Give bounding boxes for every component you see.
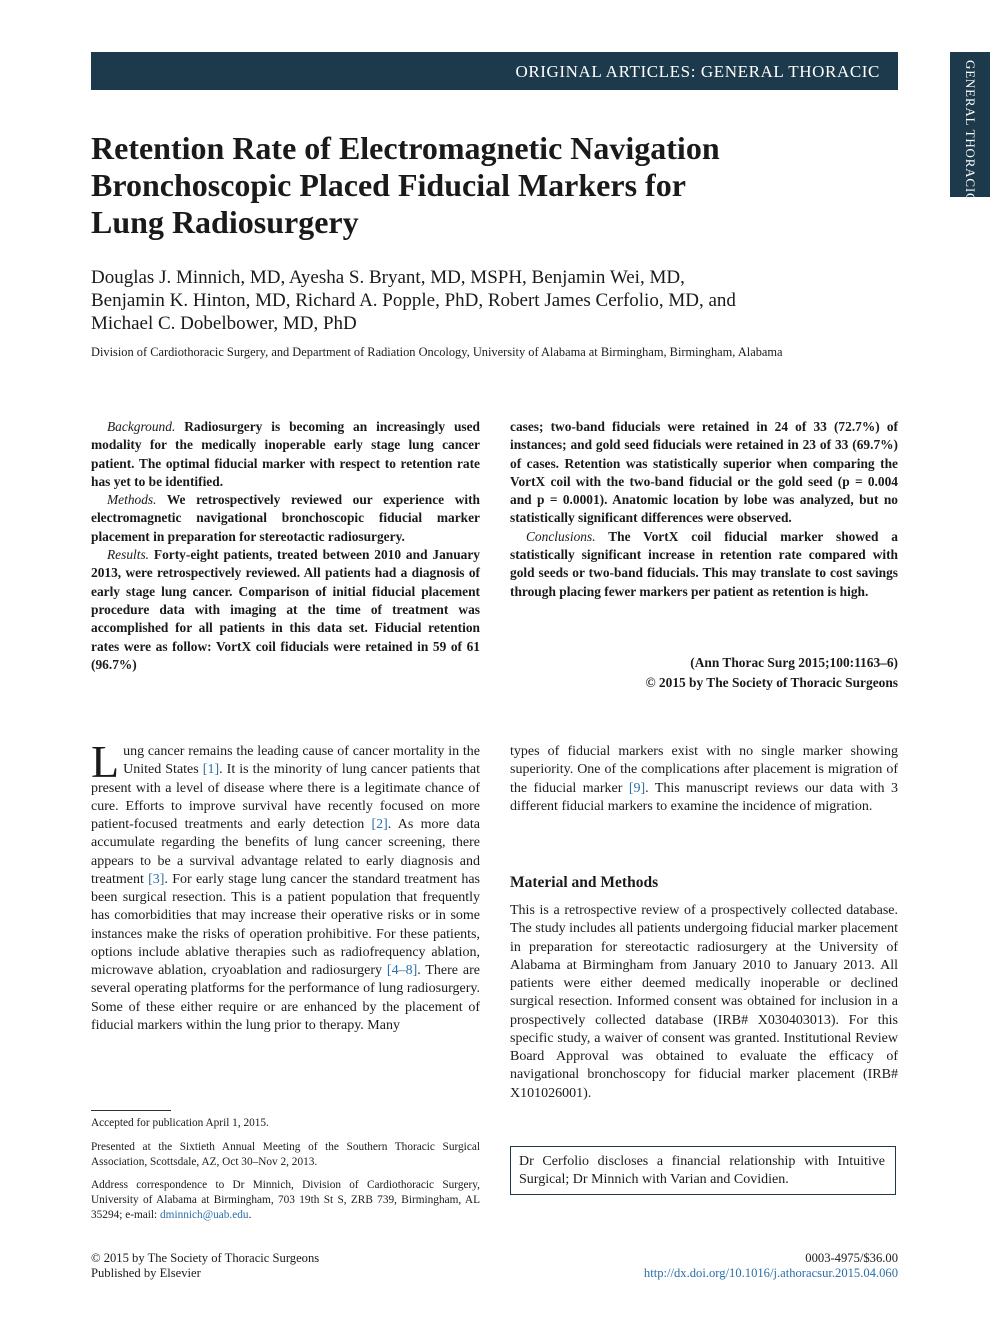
section-banner — [91, 52, 898, 90]
side-tab — [950, 52, 990, 203]
footer-publisher: Published by Elsevier — [91, 1266, 201, 1280]
intro-text: types of fiducial markers exist with no single marker showing superiority. One of the complications after placement is migration of the fiducial marker — [510, 744, 898, 796]
conclusions-text: The VortX coil fiducial marker showed a statistically significant increase in retention rate compared with gold seeds or two-band fiducials. This may translate to cost savings through placing fewer markers per patient as retention is high. — [510, 528, 898, 599]
conclusions-label: Conclusions. — [526, 528, 596, 544]
intro-text: . There are several operating platforms for the performance of lung radiosurgery. Some of these either require or are enhanced by the placement of fiducial markers within the lung prior to therapy. Many — [91, 963, 481, 1033]
footer-left — [91, 1251, 319, 1281]
footer-copyright: © 2015 by The Society of Thoracic Surgeons — [91, 1251, 320, 1265]
footnote-address — [91, 1178, 480, 1223]
methods-paragraph: This is a retrospective review of a prospectively collected database. The study includes all patients undergoing fiducial marker placement in preparation for stereotactic radiosurgery at the University of Alabama at Birmingham from January 2010 to January 2013. All patients were either deemed medically inoperable or declined surgical resection. Informed consent was obtained for inclusion in a prospectively collected database (IRB# X030403013). For this specific study, a waiver of consent was granted. Institutional Review Board Approval was obtained to evaluate the efficacy of navigational bronchoscopy for fiducial marker placement (IRB# X101026001). — [510, 903, 898, 1101]
citation-copyright: © 2015 by The Society of Thoracic Surgeons — [645, 675, 898, 690]
intro-text: ung cancer remains the leading cause of cancer mortality in the United States — [123, 744, 480, 778]
reference-link[interactable]: [9] — [628, 780, 646, 796]
abstract-methods — [91, 491, 480, 546]
abstract-right-column — [510, 418, 898, 601]
reference-link[interactable]: [1] — [202, 762, 220, 778]
reference-link[interactable]: [4–8] — [386, 963, 418, 978]
author-line: Douglas J. Minnich, MD, Ayesha S. Bryant, MD, MSPH, Benjamin Wei, MD, — [91, 267, 685, 288]
address-end: . — [248, 1209, 252, 1221]
author-list — [91, 266, 891, 335]
title-line: Bronchoscopic Placed Fiducial Markers for — [91, 167, 686, 203]
background-label: Background. — [107, 419, 176, 434]
footnote-presented: Presented at the Sixtieth Annual Meeting of the Southern Thoracic Surgical Association, Scottsdale, AZ, Oct 30–Nov 2, 2013. — [91, 1141, 480, 1168]
intro-paragraph — [91, 736, 481, 1035]
methods-body — [510, 902, 898, 1103]
methods-text: We retrospectively reviewed our experience with electromagnetic navigational bronchoscopic fiducial marker placement in preparation for stereotactic radiosurgery. — [91, 492, 481, 544]
disclosure-box: Dr Cerfolio discloses a financial relationship with Intuitive Surgical; Dr Minnich with Varian and Covidien. — [510, 1146, 896, 1195]
abstract-background — [91, 418, 480, 491]
intro-text: . This manuscript reviews our data with 3 different fiducial markers to examine the incidence of migration. — [510, 780, 898, 814]
affiliation: Division of Cardiothoracic Surgery, and Department of Radiation Oncology, University of Alabama at Birmingham, Birmingham, Alabama — [91, 345, 783, 359]
intro-text: . As more data accumulate regarding the benefits of lung cancer screening, there appears to be a survival advantage related to early diagnosis and treatment — [91, 817, 480, 887]
journal-citation: (Ann Thorac Surg 2015;100:1163–6) — [690, 655, 898, 670]
footnote-divider — [91, 1110, 171, 1111]
author-line: Benjamin K. Hinton, MD, Richard A. Popple, PhD, Robert James Cerfolio, MD, and — [91, 290, 736, 311]
footer-issn: 0003-4975/$36.00 — [805, 1251, 898, 1265]
intro-right-column — [510, 743, 898, 816]
intro-continued — [510, 743, 898, 816]
title-line: Retention Rate of Electromagnetic Navigation — [91, 130, 720, 166]
methods-heading: Material and Methods — [510, 874, 659, 891]
footer-right — [644, 1251, 898, 1281]
article-title — [91, 130, 871, 241]
author-line: Michael C. Dobelbower, MD, PhD — [91, 313, 357, 334]
intro-text: . It is the minority of lung cancer patients that present with a level of disease where there is a legitimate chance of cure. Efforts to improve survival have recently focused on more patient-focused treatments and early detection — [91, 762, 480, 832]
abstract-results-continued: cases; two-band fiducials were retained in 24 of 33 (72.7%) of instances; and gold seed fiducials were retained in 23 of 33 (69.7%) of cases. Retention was statistically superior when comparing the VortX coil with the two-band fiducial or the gold seed (p = 0.004 and p = 0.0001). Anatomic location by lobe was analyzed, but no statistically significant differences were observed. — [510, 419, 898, 526]
results-text: Forty-eight patients, treated between 2010 and January 2013, were retrospectively reviewed. All patients had a diagnosis of early stage lung cancer. Comparison of initial fiducial placement procedure data with imaging at the time of treatment was accomplished for all patients in this data set. Fiducial retention rates were as follow: VortX coil fiducials were retained in 59 of 61 (96.7%) — [91, 547, 480, 672]
address-text: Address correspondence to Dr Minnich, Division of Cardiothoracic Surgery, University of Alabama at Birmingham, 703 19th St S, ZRB 739, Birmingham, AL 35294; e-mail: — [91, 1179, 480, 1221]
side-tab-label: GENERAL THORACIC — [963, 60, 978, 203]
drop-cap: L — [91, 736, 120, 787]
abstract-conclusions — [510, 528, 898, 601]
methods-label: Methods. — [107, 492, 157, 508]
reference-link[interactable]: [2] — [371, 817, 388, 832]
email-link[interactable]: dminnich@uab.edu — [160, 1209, 249, 1221]
results-label: Results. — [107, 547, 150, 563]
doi-link[interactable]: http://dx.doi.org/10.1016/j.athoracsur.2015.04.060 — [643, 1266, 898, 1280]
title-line: Lung Radiosurgery — [91, 204, 359, 240]
reference-link[interactable]: [3] — [148, 871, 165, 887]
abstract-results — [91, 546, 480, 674]
abstract-left-column — [91, 418, 480, 674]
intro-text: . For early stage lung cancer the standard treatment has been surgical resection. This is a patient population that frequently has comorbidities that may increase their operative risks or in some instances make the risks of operation prohibitive. For these patients, options include ablative therapies such as radiofrequency ablation, microwave ablation, cryoablation and radiosurgery — [91, 871, 481, 978]
footnote-accepted: Accepted for publication April 1, 2015. — [91, 1117, 269, 1129]
section-label: ORIGINAL ARTICLES: GENERAL THORACIC — [515, 62, 880, 81]
background-text: Radiosurgery is becoming an increasingly used modality for the medically inoperable early stage lung cancer patient. The optimal fiducial marker with respect to retention rate has yet to be identified. — [91, 419, 480, 489]
intro-left-column — [91, 736, 481, 1035]
